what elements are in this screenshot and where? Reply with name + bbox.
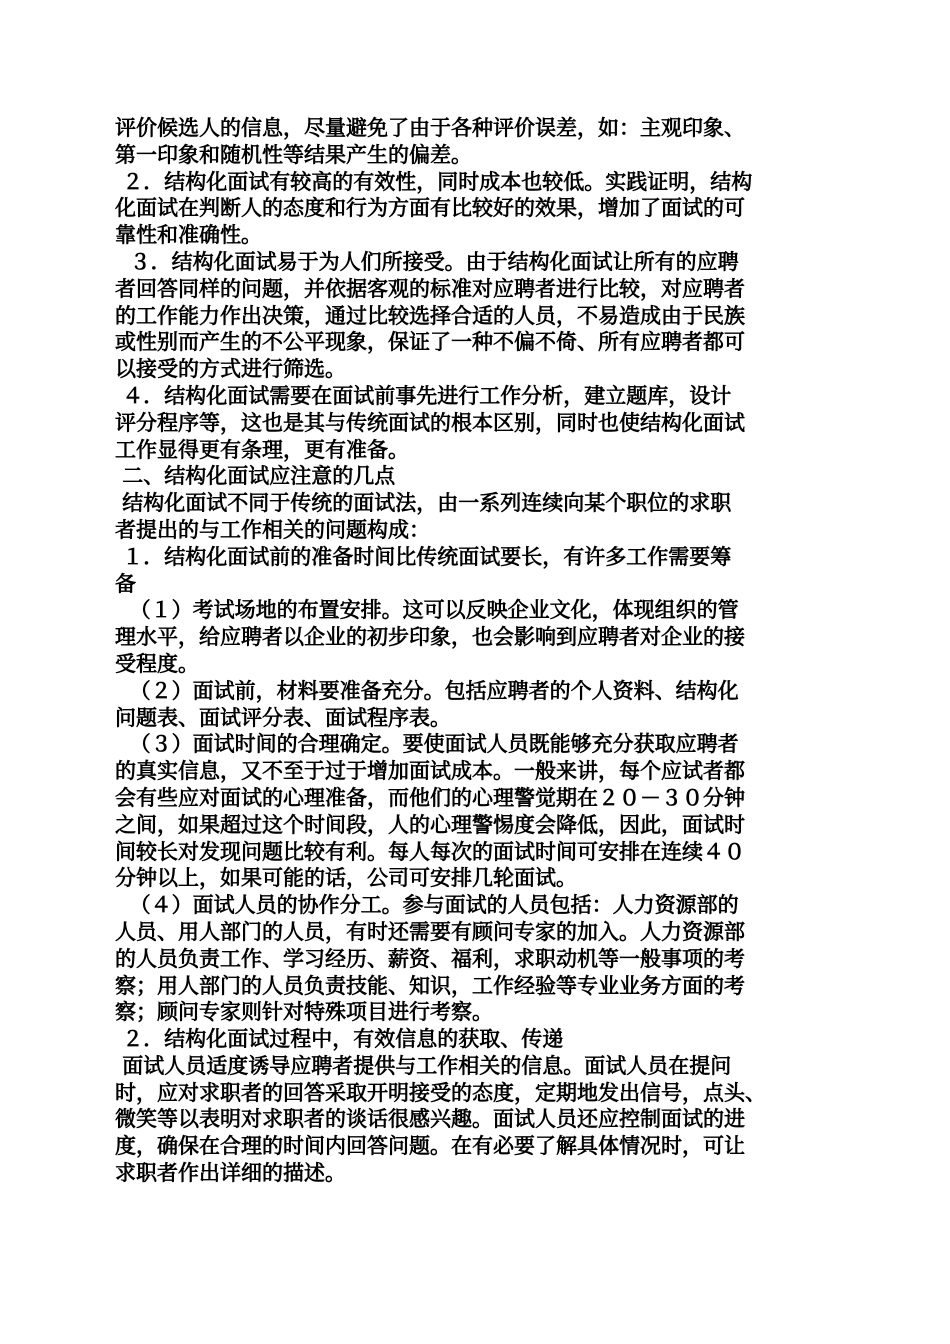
document-page <box>115 115 840 1187</box>
text-line: 评分程序等，这也是其与传统面试的根本区别，同时也使结构化面试 <box>115 410 745 435</box>
text-line: ３．结构化面试易于为人们所接受。由于结构化面试让所有的应聘 <box>115 249 739 274</box>
text-line: 评价候选人的信息，尽量避免了由于各种评价误差，如：主观印象、 <box>115 116 745 140</box>
text-line: 分钟以上，如果可能的话，公司可安排几轮面试。 <box>115 866 577 891</box>
text-line: 时，应对求职者的回答采取开明接受的态度，定期地发出信号，点头、 <box>115 1080 766 1105</box>
text-line: 间较长对发现问题比较有利。每人每次的面试时间可安排在连续４０ <box>115 839 745 864</box>
text-line: 以接受的方式进行筛选。 <box>115 357 346 382</box>
text-line: 的真实信息，又不至于过于增加面试成本。一般来讲，每个应试者都 <box>115 759 745 784</box>
text-line: 察；顾问专家则针对特殊项目进行考察。 <box>115 1000 493 1025</box>
text-line: 会有些应对面试的心理准备，而他们的心理警觉期在２０－３０分钟 <box>115 785 745 810</box>
text-line: 面试人员适度诱导应聘者提供与工作相关的信息。面试人员在提问 <box>115 1053 732 1078</box>
text-line: 的人员负责工作、学习经历、薪资、福利，求职动机等一般事项的考 <box>115 946 745 971</box>
text-line: 受程度。 <box>115 651 199 676</box>
text-line: 第一印象和随机性等结果产生的偏差。 <box>115 142 472 167</box>
text-line: １．结构化面试前的准备时间比传统面试要长，有许多工作需要筹 <box>115 544 732 569</box>
text-line: 问题表、面试评分表、面试程序表。 <box>115 705 451 730</box>
text-line: ２．结构化面试过程中，有效信息的获取、传递 <box>115 1027 564 1052</box>
text-line: 的工作能力作出决策，通过比较选择合适的人员，不易造成由于民族 <box>115 303 745 328</box>
text-line: 工作显得更有条理，更有准备。 <box>115 437 409 462</box>
text-line: ２．结构化面试有较高的有效性，同时成本也较低。实践证明，结构 <box>115 169 753 194</box>
text-line: ４．结构化面试需要在面试前事先进行工作分析，建立题库，设计 <box>115 383 732 408</box>
text-line: 者回答同样的问题，并依据客观的标准对应聘者进行比较，对应聘者 <box>115 276 745 301</box>
text-line: （４）面试人员的协作分工。参与面试的人员包括：人力资源部的 <box>115 893 739 918</box>
text-line: （２）面试前，材料要准备充分。包括应聘者的个人资料、结构化 <box>115 678 739 703</box>
text-line: 或性别而产生的不公平现象，保证了一种不偏不倚、所有应聘者都可 <box>115 330 745 355</box>
text-line: 者提出的与工作相关的问题构成： <box>115 517 430 542</box>
text-line: 结构化面试不同于传统的面试法，由一系列连续向某个职位的求职 <box>115 491 732 516</box>
text-line: 之间，如果超过这个时间段，人的心理警惕度会降低，因此，面试时 <box>115 812 745 837</box>
text-line: 备 <box>115 571 136 596</box>
text-line: （３）面试时间的合理确定。要使面试人员既能够充分获取应聘者 <box>115 732 739 757</box>
text-line: 靠性和准确性。 <box>115 223 262 248</box>
text-line: 人员、用人部门的人员，有时还需要有顾问专家的加入。人力资源部 <box>115 919 745 944</box>
text-line: 察；用人部门的人员负责技能、知识，工作经验等专业业务方面的考 <box>115 973 745 998</box>
text-line: 求职者作出详细的描述。 <box>115 1161 346 1186</box>
section-heading: 二、结构化面试应注意的几点 <box>115 464 396 489</box>
text-line: 微笑等以表明对求职者的谈话很感兴趣。面试人员还应控制面试的进 <box>115 1107 745 1132</box>
text-line: 度，确保在合理的时间内回答问题。在有必要了解具体情况时，可让 <box>115 1134 745 1159</box>
text-line: （１）考试场地的布置安排。这可以反映企业文化，体现组织的管 <box>115 598 739 623</box>
text-line: 化面试在判断人的态度和行为方面有比较好的效果，增加了面试的可 <box>115 196 745 221</box>
text-line: 理水平，给应聘者以企业的初步印象，也会影响到应聘者对企业的接 <box>115 625 745 650</box>
